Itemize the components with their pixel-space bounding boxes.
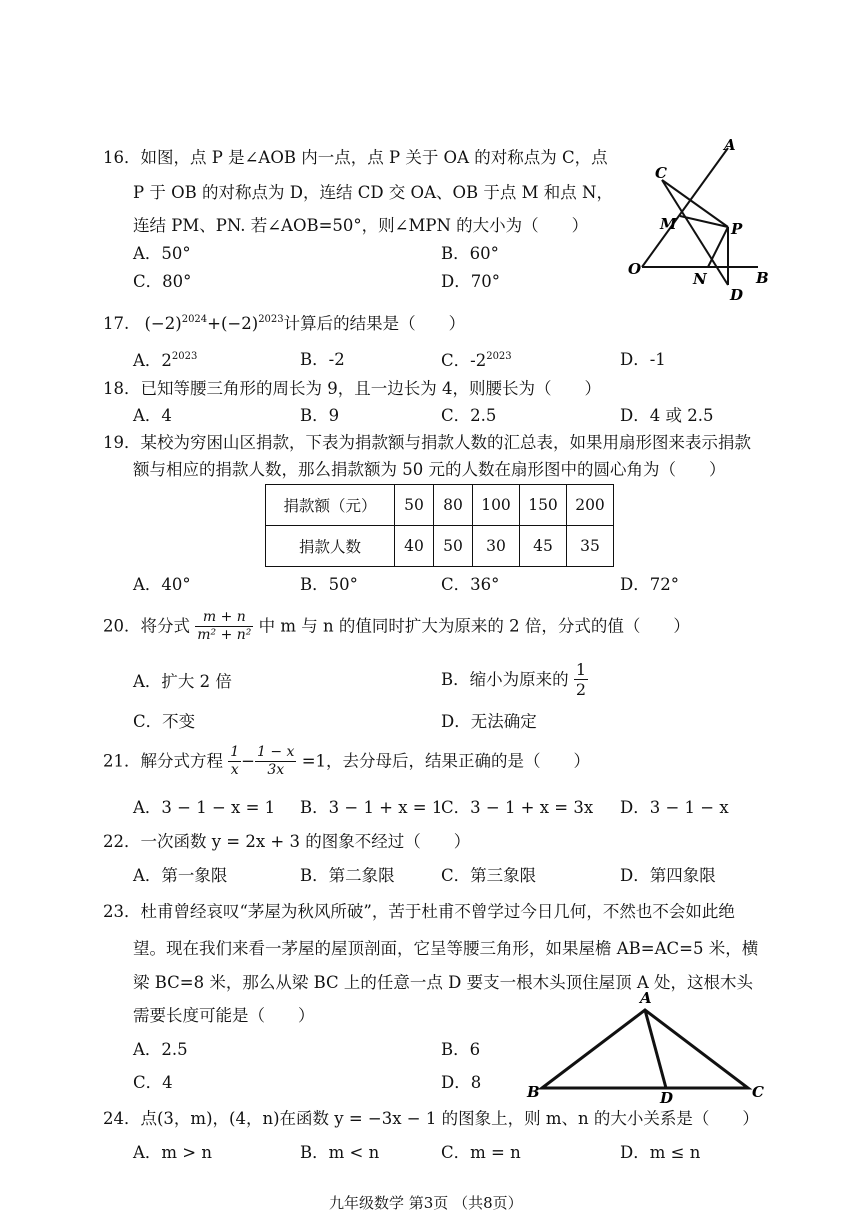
q20-option-b	[441, 660, 588, 699]
page-footer: 九年级数学 第3页 （共8页）	[329, 1194, 523, 1212]
label-o: O	[628, 260, 642, 278]
q20-b-num: 1	[575, 660, 587, 679]
table-cell: 45	[520, 526, 567, 567]
q19-line1: 19．某校为穷困山区捐款，下表为捐款额与捐款人数的汇总表，如果用扇形图来表示捐款	[103, 433, 751, 452]
label-a: A	[724, 136, 736, 154]
q21-fraction1	[228, 744, 241, 779]
q18-option-b: B．9	[300, 406, 340, 425]
q16-line3: 连结 PM、PN. 若∠AOB=50°，则∠MPN 的大小为（ ）	[133, 216, 589, 235]
table-cell: 30	[473, 526, 520, 567]
q16-option-a: A．50°	[133, 244, 191, 263]
q18-option-a: A．4	[133, 406, 172, 425]
q16-geometry-figure	[620, 130, 780, 310]
table-cell: 40	[395, 526, 434, 567]
q17-stem	[103, 315, 465, 333]
table-cell: 35	[567, 526, 614, 567]
label-b: B	[527, 1083, 540, 1101]
q21-pre: 21．解分式方程	[103, 751, 223, 771]
q22-option-a: A．第一象限	[133, 866, 228, 885]
q21-f1-den: x	[230, 761, 239, 778]
q18-stem: 18．已知等腰三角形的周长为 9，且一边长为 4，则腰长为（ ）	[103, 379, 601, 398]
q22-option-d: D．第四象限	[620, 866, 716, 885]
table-cell: 50	[434, 526, 473, 567]
q17-option-a	[133, 352, 197, 370]
label-n: N	[693, 270, 707, 288]
q20-option-a: A．扩大 2 倍	[133, 672, 232, 691]
table-cell: 200	[567, 485, 614, 526]
label-d: D	[730, 286, 744, 304]
q18-option-d: D．4 或 2.5	[620, 406, 714, 425]
q21-option-b: B．3 − 1 + x = 1	[300, 798, 443, 817]
q17-option-d: D．-1	[620, 350, 666, 369]
q19-line2: 额与相应的捐款人数，那么捐款额为 50 元的人数在扇形图中的圆心角为（ ）	[133, 460, 726, 479]
q17-a-exp: 2023	[171, 351, 198, 362]
table-cell: 50	[395, 485, 434, 526]
q17-plus: +(−2)	[207, 314, 259, 333]
label-b: B	[756, 269, 769, 287]
q24-stem: 24．点(3，m)，(4，n)在函数 y = −3x − 1 的图象上，则 m、n 的大小关系是（ ）	[103, 1109, 759, 1128]
table-header-count: 捐款人数	[266, 526, 395, 567]
q21-option-c: C．3 − 1 + x = 3x	[441, 798, 594, 817]
q17-tail: 计算后的结果是（ ）	[283, 314, 466, 333]
q20-post: 中 m 与 n 的值同时扩大为原来的 2 倍，分式的值（ ）	[258, 616, 690, 636]
q17-exp2: 2023	[258, 314, 284, 325]
q17-expr-base1: (−2)	[144, 314, 182, 333]
label-p: P	[731, 220, 743, 238]
q23-line3: 梁 BC=8 米，那么从梁 BC 上的任意一点 D 要支一根木头顶住屋顶 A 处，这根木头	[133, 973, 754, 992]
q16-line1: 16．如图，点 P 是∠AOB 内一点，点 P 关于 OA 的对称点为 C，点	[103, 148, 608, 167]
table-cell: 100	[473, 485, 520, 526]
q20-b-den: 2	[575, 680, 587, 700]
q20-fraction	[195, 609, 253, 644]
q16-option-c: C．80°	[133, 272, 192, 291]
segment-pn	[708, 227, 728, 267]
q23-option-a: A．2.5	[133, 1040, 188, 1059]
table-cell: 80	[434, 485, 473, 526]
q23-line4: 需要长度可能是（ ）	[133, 1006, 315, 1025]
q16-option-b: B．60°	[441, 244, 499, 263]
q22-option-b: B．第二象限	[300, 866, 395, 885]
q16-option-d: D．70°	[441, 272, 500, 291]
q20-option-c: C．不变	[133, 712, 196, 731]
q24-option-c: C．m = n	[441, 1143, 521, 1162]
q20-b-pre: B．缩小为原来的	[441, 669, 569, 689]
q17-exp1: 2024	[181, 314, 208, 325]
q23-line2: 望。现在我们来看一茅屋的屋顶剖面，它呈等腰三角形，如果屋檐 AB=AC=5 米，横	[133, 939, 759, 958]
q17-option-b: B．-2	[300, 350, 345, 369]
q19-option-b: B．50°	[300, 575, 358, 594]
q21-minus: −	[241, 751, 255, 771]
table-cell: 150	[520, 485, 567, 526]
q21-post: =1，去分母后，结果正确的是（ ）	[301, 751, 591, 771]
label-c: C	[752, 1083, 764, 1101]
q21-f2-den: 3x	[267, 761, 285, 778]
donation-table	[265, 484, 614, 567]
table-row	[266, 526, 614, 567]
q17-c-base: C．-2	[441, 351, 487, 370]
q20-pre: 20．将分式	[103, 616, 190, 636]
q19-option-d: D．72°	[620, 575, 679, 594]
q21-option-a: A．3 − 1 − x = 1	[133, 798, 276, 817]
label-a: A	[640, 989, 652, 1007]
q24-option-a: A．m > n	[133, 1143, 213, 1162]
q21-option-d: D．3 − 1 − x	[620, 798, 729, 817]
q19-option-c: C．36°	[441, 575, 500, 594]
q23-option-c: C．4	[133, 1073, 173, 1092]
label-c: C	[655, 164, 667, 182]
q22-option-c: C．第三象限	[441, 866, 537, 885]
q23-triangle-figure	[520, 985, 775, 1105]
q23-line1: 23．杜甫曾经哀叹“茅屋为秋风所破”，苦于杜甫不曾学过今日几何，不然也不会如此绝	[103, 902, 735, 921]
label-d: D	[660, 1089, 674, 1105]
q23-option-d: D．8	[441, 1073, 482, 1092]
q16-line2: P 于 OB 的对称点为 D，连结 CD 交 OA、OB 于点 M 和点 N，	[133, 183, 613, 202]
q21-fraction2	[255, 744, 296, 779]
label-m: M	[660, 215, 677, 233]
table-row	[266, 485, 614, 526]
q17-a-base: A．2	[133, 351, 172, 370]
q17-option-c	[441, 352, 512, 370]
q23-option-b: B．6	[441, 1040, 481, 1059]
q20-frac-den: m² + n²	[197, 626, 252, 643]
q24-option-b: B．m < n	[300, 1143, 380, 1162]
q18-option-c: C．2.5	[441, 406, 497, 425]
q20-option-d: D．无法确定	[441, 712, 537, 731]
q17-number: 17.	[103, 314, 130, 333]
q19-option-a: A．40°	[133, 575, 191, 594]
q20-b-fraction	[574, 660, 588, 699]
table-header-amount: 捐款额（元）	[266, 485, 395, 526]
q24-option-d: D．m ≤ n	[620, 1143, 701, 1162]
triangle-abc	[542, 1010, 748, 1088]
q22-stem: 22．一次函数 y = 2x + 3 的图象不经过（ ）	[103, 832, 471, 851]
q21-stem	[103, 744, 590, 779]
q20-frac-num: m + n	[195, 609, 253, 627]
q17-c-exp: 2023	[486, 351, 512, 362]
q21-f2-num: 1 − x	[257, 744, 295, 760]
q20-stem	[103, 609, 690, 644]
q21-f1-num: 1	[230, 744, 240, 760]
